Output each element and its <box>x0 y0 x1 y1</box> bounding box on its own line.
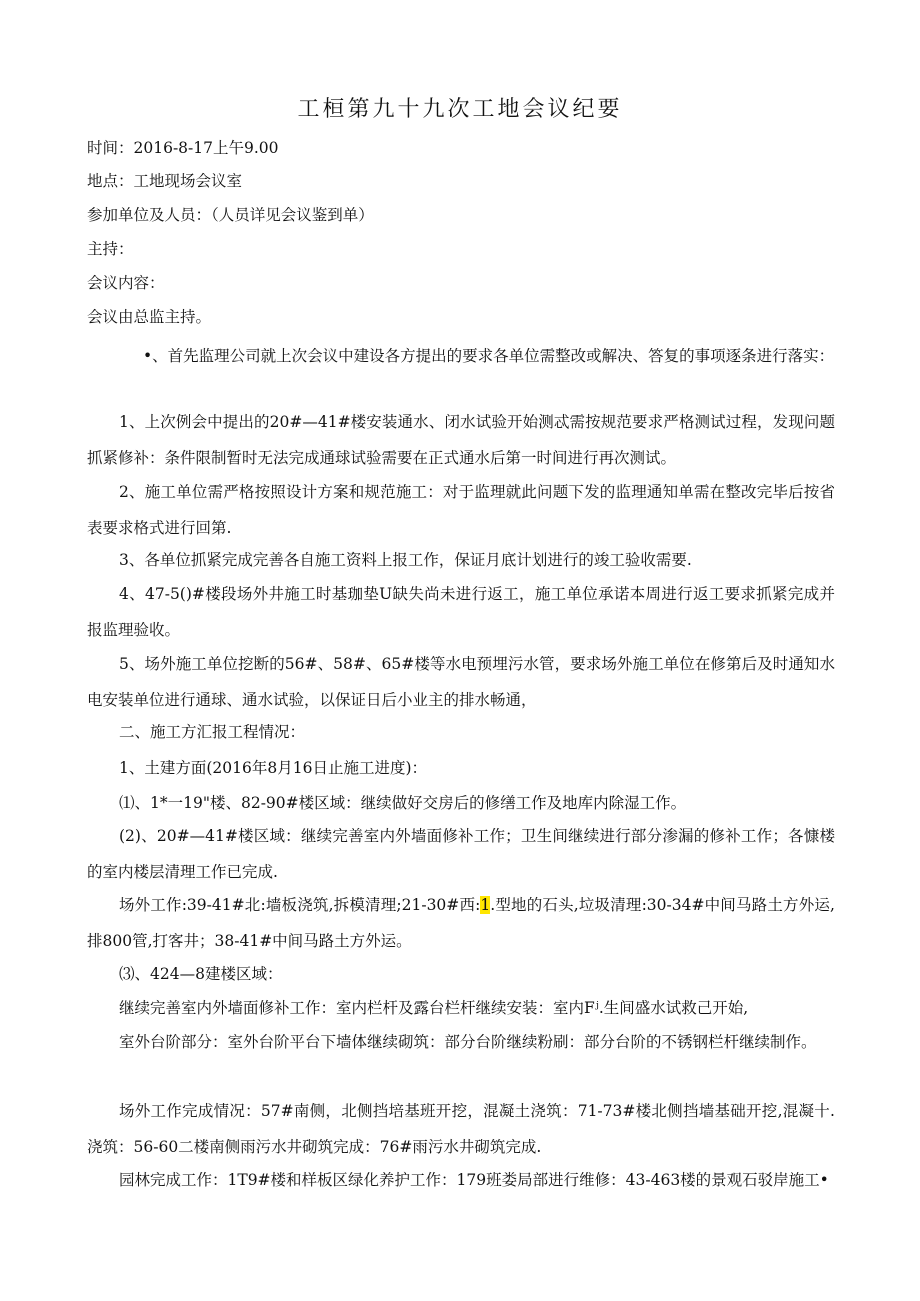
section2-p7: 场外工作完成情况：57#南侧，北侧挡培基班开挖，混凝土浇筑：71-73#楼北侧挡墙基础开挖,混凝十.浇筑：56-60二楼南侧雨污水井砌筑完成：76#雨污水井砌筑完成. <box>87 1102 835 1156</box>
meeting-host-note: 会议由总监主持。 <box>87 308 212 326</box>
section1-item-3: 3、各单位抓紧完成完善各自施工资料上报工作，保证月底计划进行的竣工验收需要. <box>119 551 692 569</box>
section1-item-2: 2、施工单位需严格按照设计方案和规范施工：对于监理就此问题下发的监理通知单需在整改完毕后按省表要求格式进行回第. <box>87 483 835 537</box>
document-title: 工桓第九十九次工地会议纪要 <box>297 97 623 122</box>
meeting-location: 地点：工地现场会议室 <box>87 172 243 190</box>
section2-p4: ⑶、424—8建楼区域： <box>119 965 283 983</box>
section2-p6: 室外台阶部分：室外台阶平台下墙体继续砌筑：部分台阶继续粉刷：部分台阶的不锈钢栏杆继续制作。 <box>119 1033 817 1051</box>
section2-p3 <box>87 887 835 959</box>
section1-item-1: 1、上次例会中提出的20#—41#楼安装通水、闭水试验开始测忒需按规范要求严格测试过程，发现问题抓紧修补：条件限制暂时无法完成通球试验需要在正式通水后第一时间进行再次测试。 <box>87 413 835 467</box>
section2-heading: 二、施工方汇报工程情况： <box>119 723 306 741</box>
section2-p3-after: .型地的石头,垃圾清理:30-34#中间马路土方外运,排800管,打客井；38-41#中间马路土方外运。 <box>87 896 835 950</box>
section2-sub1: 1、土建方面(2016年8月16日止施工进度)： <box>119 759 427 777</box>
section2-p8: 园林完成工作：1T9#楼和样板区绿化养护工作：179班娄局部进行维修：43-463楼的景观石驳岸施工• <box>119 1171 829 1189</box>
section1-item-4: 4、47-5()#楼段场外井施工时基珈垫U缺失尚未进行返工，施工单位承诺本周进行返工要求抓紧完成并报监理验收。 <box>87 585 835 639</box>
section2-p5: 继续完善室内外墙面修补工作：室内栏杆及露台栏杆继续安装：室内Fʲ.生间盛水试救己开始, <box>119 999 749 1017</box>
meeting-participants: 参加单位及人员：（人员详见会议鉴到单） <box>87 206 374 224</box>
highlighted-text: 1 <box>480 896 491 914</box>
section2-p2: (2)、20#—41#楼区域：继续完善室内外墙面修补工作；卫生间继续进行部分渗漏的修补工作；各慷楼的室内楼层清理工作已完成. <box>87 827 835 881</box>
section1-intro: •、首先监理公司就上次会议中建设各方提出的要求各单位需整改或解决、答复的事项逐条进行落实： <box>143 347 835 365</box>
meeting-content-label: 会议内容： <box>87 274 165 292</box>
section2-p1: ⑴、1*一19"楼、82-90#楼区域：继续做好交房后的修缮工作及地库内除湿工作。 <box>119 794 687 812</box>
section1-item-5: 5、场外施工单位挖断的56#、58#、65#楼等水电预埋污水管，要求场外施工单位在修第后及时通知水电安装单位进行通球、通水试验，以保证日后小业主的排水畅通， <box>87 655 835 709</box>
meeting-host: 主持： <box>87 240 134 258</box>
meeting-time: 时间：2016-8-17上午9.00 <box>87 139 279 157</box>
section2-p3-before: 场外工作:39-41#北:墙板浇筑,拆模清理;21-30#西: <box>119 896 481 914</box>
